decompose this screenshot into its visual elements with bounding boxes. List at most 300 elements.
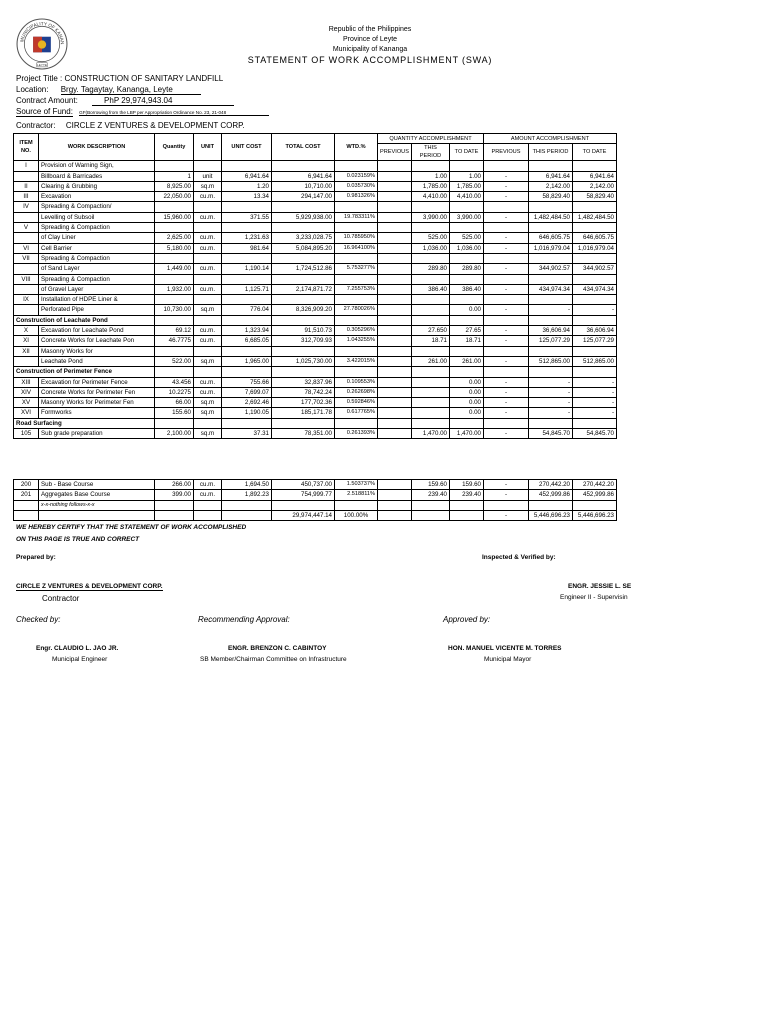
cell-qty-this-period (412, 408, 450, 418)
cell-quantity: 69.12 (155, 326, 194, 336)
cell-amt-this-period: 54,845.70 (529, 429, 573, 439)
cell-quantity: 1,449.00 (155, 264, 194, 274)
cell-quantity: 1 (155, 171, 194, 181)
cell-amt-previous (484, 223, 529, 233)
cell-item-no (14, 284, 39, 294)
cell-total-cost: 6,941.64 (272, 171, 335, 181)
cell-qty-this-period (412, 387, 450, 397)
cell-qty-this-period (412, 274, 450, 284)
cell-qty-previous (378, 212, 412, 222)
cell-amt-previous (484, 161, 529, 171)
cell-qty-this-period (412, 305, 450, 315)
cell-amt-this-period: 2,142.00 (529, 181, 573, 191)
cell-unit-cost: 371.55 (222, 212, 272, 222)
cell-quantity: 15,960.00 (155, 212, 194, 222)
cell-amt-previous (484, 295, 529, 305)
cell-wtd-percent: 2.518811% (335, 490, 378, 500)
cell-amt-previous: - (484, 243, 529, 253)
section-heading: Construction of Perimeter Fence (14, 367, 155, 377)
cell-qty-to-date (450, 223, 484, 233)
table-header-row-1 (14, 134, 617, 144)
cell-amt-previous: - (484, 171, 529, 181)
cell-quantity: 399.00 (155, 490, 194, 500)
contractor-label: Contractor: (16, 121, 56, 130)
cell-qty-to-date: 239.40 (450, 490, 484, 500)
cell-amt-this-period: 6,941.64 (529, 171, 573, 181)
cell-qty-previous (378, 202, 412, 212)
location-label: Location: (16, 85, 49, 94)
cell-amt-this-period: - (529, 398, 573, 408)
cell-wtd-percent (335, 274, 378, 284)
page-title: STATEMENT OF WORK ACCOMPLISHMENT (SWA) (247, 55, 493, 65)
cell-quantity: 522.00 (155, 356, 194, 366)
cell-total-cost: 754,999.77 (272, 490, 335, 500)
cell-work-description: Masonry Works for Perimeter Fen (39, 398, 155, 408)
cell-amt-previous: - (484, 181, 529, 191)
cell-amt-previous: - (484, 192, 529, 202)
cell-amt-to-date (573, 202, 617, 212)
checked-signatory: Engr. CLAUDIO L. JAO JR. (36, 645, 119, 652)
table-row (14, 346, 617, 356)
contract-amount-label: Contract Amount: (16, 96, 78, 105)
cell-amt-previous (484, 253, 529, 263)
cell-amt-to-date (573, 223, 617, 233)
cell-amt-this-period: 125,077.29 (529, 336, 573, 346)
cell-qty-previous (378, 387, 412, 397)
empty-cell (155, 418, 194, 428)
empty-cell (573, 367, 617, 377)
cell-unit (194, 202, 222, 212)
total-amt-this-period: 5,446,696.23 (529, 510, 573, 520)
cell-total-cost: 1,025,730.00 (272, 356, 335, 366)
empty-cell (222, 367, 272, 377)
cell-quantity: 10,730.00 (155, 305, 194, 315)
cell-qty-this-period: 1.00 (412, 171, 450, 181)
empty-cell (155, 367, 194, 377)
table-row (14, 367, 617, 377)
table-row (14, 387, 617, 397)
col-quantity-accomplishment: QUANTITY ACCOMPLISHMENT (378, 134, 484, 144)
source-fund-row (16, 107, 269, 116)
cell-total-cost: 8,326,909.20 (272, 305, 335, 315)
municipal-seal-icon (16, 18, 68, 70)
cell-qty-previous (378, 356, 412, 366)
cell-unit-cost: 1,965.00 (222, 356, 272, 366)
empty-cell (450, 367, 484, 377)
cell-item-no: XVI (14, 408, 39, 418)
checked-role: Municipal Engineer (52, 656, 108, 663)
cell-qty-previous (378, 429, 412, 439)
cell-amt-to-date: 36,606.94 (573, 326, 617, 336)
cell-amt-to-date: 54,845.70 (573, 429, 617, 439)
table-row (14, 295, 617, 305)
cell-total-cost: 177,702.36 (272, 398, 335, 408)
empty-cell (378, 315, 412, 325)
table-row (14, 490, 617, 500)
cell-qty-this-period (412, 202, 450, 212)
cell-qty-to-date (450, 346, 484, 356)
cell-amt-previous: - (484, 336, 529, 346)
cell-qty-previous (378, 408, 412, 418)
empty-cell (529, 418, 573, 428)
cell-unit: cu.m. (194, 192, 222, 202)
cell-amt-previous: - (484, 326, 529, 336)
cell-item-no: 200 (14, 480, 39, 490)
table-row (14, 181, 617, 191)
cell-qty-to-date (450, 161, 484, 171)
table-row (14, 284, 617, 294)
cell-amt-to-date: 1,016,979.04 (573, 243, 617, 253)
cell-work-description: Excavation (39, 192, 155, 202)
totals-row (14, 510, 617, 520)
cell-unit: cu.m. (194, 212, 222, 222)
empty-cell (412, 418, 450, 428)
table-row (14, 171, 617, 181)
cell-total-cost: 91,510.73 (272, 326, 335, 336)
cell-unit: cu.m. (194, 336, 222, 346)
cell-quantity: 266.00 (155, 480, 194, 490)
cell-item-no: 105 (14, 429, 39, 439)
cell-unit-cost: 6,941.64 (222, 171, 272, 181)
cell-total-cost (272, 346, 335, 356)
cell-item-no: XI (14, 336, 39, 346)
cell-wtd-percent: 0.617765% (335, 408, 378, 418)
cell-amt-to-date: 2,142.00 (573, 181, 617, 191)
cell-total-cost: 78,742.24 (272, 387, 335, 397)
cell-amt-to-date (573, 253, 617, 263)
cell-unit-cost: 37.31 (222, 429, 272, 439)
cell-item-no: XIII (14, 377, 39, 387)
table-body (14, 161, 617, 439)
cell-item-no: VI (14, 243, 39, 253)
cell-work-description: Spreading & Compaction (39, 253, 155, 263)
cell-total-cost (272, 274, 335, 284)
cell-wtd-percent: 0.592846% (335, 398, 378, 408)
cell-unit-cost: 1,190.14 (222, 264, 272, 274)
cell-qty-previous (378, 284, 412, 294)
cell-amt-to-date: - (573, 377, 617, 387)
nothing-follows: x-x-nothing follows-x-x (39, 500, 155, 510)
checked-by-label: Checked by: (16, 615, 61, 624)
cell-unit: unit (194, 171, 222, 181)
cell-amt-to-date (573, 295, 617, 305)
cell-qty-to-date: 525.00 (450, 233, 484, 243)
col-unit: UNIT (194, 134, 222, 161)
cell-wtd-percent: 0.261393% (335, 429, 378, 439)
cell-work-description: Billboard & Barricades (39, 171, 155, 181)
engineer-role: Engineer II - Supervisin (560, 594, 628, 601)
empty-cell (272, 367, 335, 377)
cell-qty-previous (378, 336, 412, 346)
cell-unit: cu.m. (194, 480, 222, 490)
cell-amt-to-date (573, 161, 617, 171)
cell-qty-previous (378, 233, 412, 243)
cell-wtd-percent: 1.043255% (335, 336, 378, 346)
cell-qty-previous (378, 253, 412, 263)
table-row (14, 192, 617, 202)
cell-work-description: Installation of HDPE Liner & (39, 295, 155, 305)
cell-unit-cost: 776.04 (222, 305, 272, 315)
cell-amt-previous: - (484, 264, 529, 274)
empty-cell (335, 315, 378, 325)
cell-unit: cu.m. (194, 377, 222, 387)
col-qty-this-period: THIS PERIOD (412, 144, 450, 161)
cell-work-description: Concrete Works for Perimeter Fen (39, 387, 155, 397)
empty-cell (335, 367, 378, 377)
cell-qty-to-date: 4,410.00 (450, 192, 484, 202)
table-row (14, 356, 617, 366)
approved-signatory: HON. MANUEL VICENTE M. TORRES (448, 645, 562, 652)
cell-qty-to-date: 1,036.00 (450, 243, 484, 253)
cell-qty-to-date (450, 202, 484, 212)
cell-amt-this-period: 344,902.57 (529, 264, 573, 274)
cell-unit: cu.m. (194, 387, 222, 397)
contractor-row (16, 121, 245, 130)
cell-amt-to-date: 434,974.34 (573, 284, 617, 294)
cell-qty-previous (378, 223, 412, 233)
cell-unit (194, 253, 222, 263)
cell-work-description: Spreading & Compaction (39, 223, 155, 233)
cell-item-no: IV (14, 202, 39, 212)
cell-amt-this-period: 1,016,979.04 (529, 243, 573, 253)
cell-qty-to-date: 261.00 (450, 356, 484, 366)
cell-unit (194, 274, 222, 284)
cell-amt-previous: - (484, 305, 529, 315)
empty-cell (378, 367, 412, 377)
cell-qty-this-period (412, 223, 450, 233)
col-total-cost: TOTAL COST (272, 134, 335, 161)
cell-quantity (155, 253, 194, 263)
cell-work-description: of Clay Liner (39, 233, 155, 243)
table-row (14, 243, 617, 253)
cell-wtd-percent: 5.753277% (335, 264, 378, 274)
cell-amt-to-date: 270,442.20 (573, 480, 617, 490)
col-amt-this-period: THIS PERIOD (529, 144, 573, 161)
empty-cell (484, 315, 529, 325)
cell-qty-previous (378, 264, 412, 274)
table-row (14, 161, 617, 171)
cell-qty-to-date: 0.00 (450, 387, 484, 397)
cell-total-cost (272, 223, 335, 233)
cell-amt-this-period (529, 161, 573, 171)
cell-amt-to-date: - (573, 408, 617, 418)
cell-amt-this-period: 270,442.20 (529, 480, 573, 490)
cell-unit: sq.m (194, 398, 222, 408)
col-amount-accomplishment: AMOUNT ACCOMPLISHMENT (484, 134, 617, 144)
header-municipality: Municipality of Kananga (332, 46, 408, 53)
cell-wtd-percent: 7.255753% (335, 284, 378, 294)
cell-item-no (14, 305, 39, 315)
col-qty-previous: PREVIOUS (378, 144, 412, 161)
table-row (14, 480, 617, 490)
cell-work-description: of Gravel Layer (39, 284, 155, 294)
cell-qty-previous (378, 490, 412, 500)
cell-amt-this-period: 434,974.34 (529, 284, 573, 294)
cell-item-no (14, 356, 39, 366)
empty-cell (484, 367, 529, 377)
cell-item-no: VII (14, 253, 39, 263)
cell-item-no: XII (14, 346, 39, 356)
cell-wtd-percent (335, 253, 378, 263)
cell-amt-previous: - (484, 284, 529, 294)
cell-wtd-percent: 27.780026% (335, 305, 378, 315)
cell-item-no: I (14, 161, 39, 171)
cell-qty-this-period: 159.60 (412, 480, 450, 490)
cell-quantity: 5,180.00 (155, 243, 194, 253)
col-wtd: WTD.% (335, 134, 378, 161)
cell-amt-previous: - (484, 233, 529, 243)
cell-unit: sq.m (194, 408, 222, 418)
cell-work-description: Spreading & Compaction/ (39, 202, 155, 212)
cell-amt-this-period: - (529, 377, 573, 387)
cell-item-no (14, 264, 39, 274)
cell-quantity: 1,932.00 (155, 284, 194, 294)
cell-qty-previous (378, 161, 412, 171)
cell-amt-this-period: - (529, 305, 573, 315)
cell-qty-previous (378, 192, 412, 202)
empty-cell (378, 418, 412, 428)
source-fund-label: Source of Fund: (16, 107, 73, 116)
cell-qty-this-period: 3,990.00 (412, 212, 450, 222)
cell-unit-cost (222, 161, 272, 171)
cell-item-no: XV (14, 398, 39, 408)
cell-work-description: Levelling of Subsoil (39, 212, 155, 222)
cell-unit-cost: 1.20 (222, 181, 272, 191)
cell-unit (194, 223, 222, 233)
cell-qty-to-date: 27.65 (450, 326, 484, 336)
cell-amt-this-period: - (529, 387, 573, 397)
cell-quantity: 22,050.00 (155, 192, 194, 202)
cell-qty-to-date: 1,785.00 (450, 181, 484, 191)
cell-qty-this-period: 18.71 (412, 336, 450, 346)
cell-work-description: Perforated Pipe (39, 305, 155, 315)
empty-cell (272, 315, 335, 325)
cell-quantity: 8,925.00 (155, 181, 194, 191)
cell-total-cost: 5,929,938.00 (272, 212, 335, 222)
location-row (16, 85, 201, 95)
cell-unit-cost (222, 274, 272, 284)
cell-qty-this-period (412, 398, 450, 408)
cell-qty-this-period (412, 253, 450, 263)
cell-unit: cu.m. (194, 490, 222, 500)
project-title-label: Project Title : (16, 74, 63, 83)
cell-item-no: V (14, 223, 39, 233)
cell-work-description: Sub - Base Course (39, 480, 155, 490)
cell-qty-this-period: 27.650 (412, 326, 450, 336)
total-amt-previous: - (484, 510, 529, 520)
cell-qty-to-date: 0.00 (450, 408, 484, 418)
table-row (14, 398, 617, 408)
cell-qty-previous (378, 377, 412, 387)
cell-amt-this-period: 36,606.94 (529, 326, 573, 336)
cell-qty-to-date: 3,990.00 (450, 212, 484, 222)
cell-qty-this-period: 1,470.00 (412, 429, 450, 439)
cell-work-description: Leachate Pond (39, 356, 155, 366)
cell-amt-previous: - (484, 377, 529, 387)
cell-amt-to-date: 6,941.64 (573, 171, 617, 181)
col-unit-cost: UNIT COST (222, 134, 272, 161)
cell-unit-cost: 13.34 (222, 192, 272, 202)
cell-item-no: II (14, 181, 39, 191)
cell-total-cost: 312,709.93 (272, 336, 335, 346)
total-cost-sum: 29,974,447.14 (272, 510, 335, 520)
cell-total-cost (272, 161, 335, 171)
contractor-signatory: CIRCLE Z VENTURES & DEVELOPMENT CORP. (16, 583, 163, 590)
source-fund-value: GF(Borrowing from the LBP per Appropriation Ordinance No. 23, 21-048 (79, 110, 269, 116)
cell-wtd-percent: 1.503737% (335, 480, 378, 490)
cell-qty-this-period (412, 161, 450, 171)
cell-work-description: Aggregates Base Course (39, 490, 155, 500)
location-value: Brgy. Tagaytay, Kananga, Leyte (61, 85, 201, 95)
table-row (14, 233, 617, 243)
cell-work-description: Provision of Warning Sign, (39, 161, 155, 171)
cell-amt-previous: - (484, 480, 529, 490)
cell-quantity (155, 295, 194, 305)
cell-wtd-percent: 0.109553% (335, 377, 378, 387)
cell-item-no: 201 (14, 490, 39, 500)
table-row (14, 336, 617, 346)
cell-unit-cost: 1,190.05 (222, 408, 272, 418)
col-qty-to-date: TO DATE (450, 144, 484, 161)
contract-amount-row (16, 96, 234, 106)
cell-unit: cu.m. (194, 264, 222, 274)
empty-cell (484, 418, 529, 428)
cell-wtd-percent (335, 223, 378, 233)
table-row (14, 253, 617, 263)
cell-unit-cost (222, 346, 272, 356)
cell-qty-to-date: 1,470.00 (450, 429, 484, 439)
cell-qty-this-period (412, 377, 450, 387)
contractor-value: CIRCLE Z VENTURES & DEVELOPMENT CORP. (65, 121, 245, 130)
cell-unit (194, 346, 222, 356)
cell-amt-this-period: - (529, 408, 573, 418)
cell-total-cost: 450,737.00 (272, 480, 335, 490)
cell-qty-previous (378, 305, 412, 315)
empty-cell (450, 315, 484, 325)
cell-amt-to-date: 125,077.29 (573, 336, 617, 346)
cell-unit-cost (222, 295, 272, 305)
cell-wtd-percent: 0.262698% (335, 387, 378, 397)
cell-qty-previous (378, 181, 412, 191)
cell-quantity: 66.00 (155, 398, 194, 408)
cell-qty-to-date: 1.00 (450, 171, 484, 181)
cell-item-no: VIII (14, 274, 39, 284)
engineer-signatory: ENGR. JESSIE L. SE (568, 583, 632, 590)
certify-line-1: WE HEREBY CERTIFY THAT THE STATEMENT OF WORK ACCOMPLISHED (16, 524, 247, 531)
cell-quantity (155, 274, 194, 284)
cell-amt-to-date: 512,865.00 (573, 356, 617, 366)
empty-cell (194, 367, 222, 377)
cell-qty-to-date: 159.60 (450, 480, 484, 490)
cell-amt-previous: - (484, 212, 529, 222)
cell-item-no: IX (14, 295, 39, 305)
cell-total-cost: 2,174,871.72 (272, 284, 335, 294)
cell-qty-previous (378, 274, 412, 284)
empty-cell (450, 418, 484, 428)
cell-qty-to-date: 289.80 (450, 264, 484, 274)
empty-cell (529, 367, 573, 377)
cell-amt-this-period (529, 223, 573, 233)
cell-qty-this-period: 1,785.00 (412, 181, 450, 191)
empty-cell (573, 315, 617, 325)
cell-unit: cu.m. (194, 284, 222, 294)
cell-total-cost: 185,171.78 (272, 408, 335, 418)
cell-work-description: Clearing & Grubbing (39, 181, 155, 191)
cell-wtd-percent (335, 346, 378, 356)
svg-text:LEYTE: LEYTE (37, 63, 47, 68)
cell-total-cost: 32,837.96 (272, 377, 335, 387)
cell-amt-previous: - (484, 356, 529, 366)
